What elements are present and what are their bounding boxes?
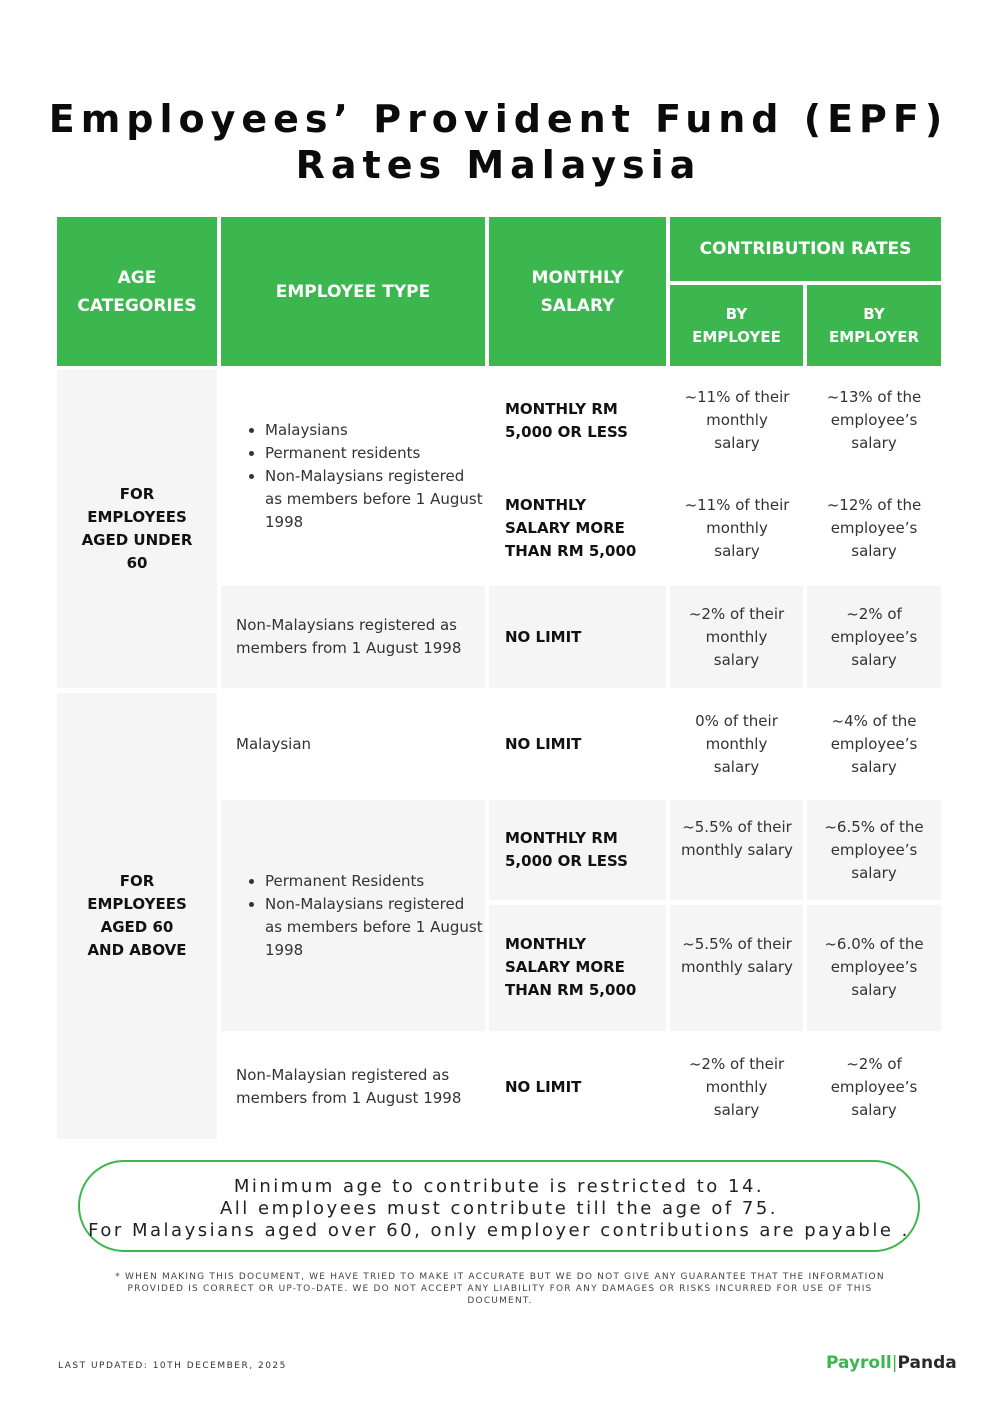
logo-part-1: Payroll [826, 1353, 892, 1373]
employee-rate: ~11% of their monthly salary [684, 496, 790, 560]
employee-type-cell [221, 370, 485, 582]
payroll-panda-logo [826, 1353, 957, 1373]
employee-type-cell [221, 800, 485, 1031]
salary-cell [489, 370, 666, 582]
employer-rate-cell [807, 370, 941, 582]
employer-rate-cell: ~2% of employee’s salary [807, 1035, 941, 1139]
age-category-under-60: FOR EMPLOYEES AGED UNDER 60 [57, 370, 217, 688]
last-updated: LAST UPDATED: 10TH DECEMBER, 2025 [58, 1361, 287, 1371]
salary-cell: NO LIMIT [489, 1035, 666, 1139]
employer-rate: ~13% of the employee’s salary [826, 388, 922, 452]
list-item: • Permanent residents [265, 442, 485, 465]
age-category-60-and-above: FOR EMPLOYEES AGED 60 AND ABOVE [57, 693, 217, 1139]
employee-rate: ~11% of their monthly salary [684, 388, 790, 452]
logo-separator: | [891, 1353, 898, 1373]
list-item: • Permanent Residents [265, 870, 485, 893]
salary-cell [489, 905, 666, 1031]
note-line: For Malaysians aged over 60, only employer contributions are payable . [88, 1220, 910, 1241]
employee-type-cell: Non-Malaysians registered as members from 1 August 1998 [221, 586, 485, 688]
employee-rate-cell: ~2% of their monthly salary [670, 586, 803, 688]
title-line-2: Rates Malaysia [295, 143, 702, 187]
notes-box [78, 1160, 920, 1252]
employer-rate-cell [807, 905, 941, 1031]
title-line-1: Employees’ Provident Fund (EPF) [48, 97, 949, 141]
employer-rate: ~6.0% of the employee’s salary [824, 935, 924, 999]
header-age-categories: AGE CATEGORIES [57, 217, 217, 366]
employer-rate-cell [807, 800, 941, 900]
salary-cell: NO LIMIT [489, 693, 666, 795]
salary-cell [489, 800, 666, 900]
list-item: • Non-Malaysians registered as members before 1 August 1998 [265, 465, 485, 534]
employee-type-list [221, 419, 485, 534]
employer-rate: ~6.5% of the employee’s salary [824, 818, 924, 882]
list-item: • Malaysians [265, 419, 485, 442]
employer-rate-cell: ~4% of the employee’s salary [807, 693, 941, 795]
logo-part-2: Panda [897, 1353, 957, 1373]
note-line: Minimum age to contribute is restricted to 14. [233, 1176, 765, 1197]
employer-rate: ~12% of the employee’s salary [826, 496, 922, 560]
employee-rate-cell [670, 800, 803, 900]
disclaimer: * WHEN MAKING THIS DOCUMENT, WE HAVE TRIED TO MAKE IT ACCURATE BUT WE DO NOT GIVE ANY GUARANTEE THAT THE INFORMATION PROVIDED IS CORRECT OR UP-TO-DATE. WE DO NOT ACCEPT ANY LIABILITY FOR ANY DAMAGES OR RISKS INCURRED FOR USE OF THIS DOCUMENT. [115, 1272, 885, 1306]
employee-type-cell: Non-Malaysian registered as members from 1 August 1998 [221, 1035, 485, 1139]
page-title [0, 96, 997, 188]
salary-label: MONTHLY RM 5,000 OR LESS [505, 829, 628, 870]
salary-label: MONTHLY SALARY MORE THAN RM 5,000 [505, 935, 637, 999]
employee-rate: ~5.5% of their monthly salary [681, 818, 793, 859]
salary-cell: NO LIMIT [489, 586, 666, 688]
employee-rate: ~5.5% of their monthly salary [681, 935, 793, 976]
employee-rate-cell [670, 370, 803, 582]
employer-rate-cell: ~2% of employee’s salary [807, 586, 941, 688]
employee-rate-cell [670, 905, 803, 1031]
employee-rate-cell: 0% of their monthly salary [670, 693, 803, 795]
employee-type-list [221, 870, 485, 962]
header-by-employer: BY EMPLOYER [807, 285, 941, 366]
employee-rate-cell: ~2% of their monthly salary [670, 1035, 803, 1139]
employee-type-cell: Malaysian [221, 693, 485, 795]
note-line: All employees must contribute till the age of 75. [219, 1198, 779, 1219]
header-contribution-rates: CONTRIBUTION RATES [670, 217, 941, 281]
header-by-employee: BY EMPLOYEE [670, 285, 803, 366]
header-monthly-salary: MONTHLY SALARY [489, 217, 666, 366]
salary-label: MONTHLY RM 5,000 OR LESS [505, 400, 628, 441]
list-item: • Non-Malaysians registered as members before 1 August 1998 [265, 893, 485, 962]
salary-label: MONTHLY SALARY MORE THAN RM 5,000 [505, 496, 637, 560]
header-employee-type: EMPLOYEE TYPE [221, 217, 485, 366]
